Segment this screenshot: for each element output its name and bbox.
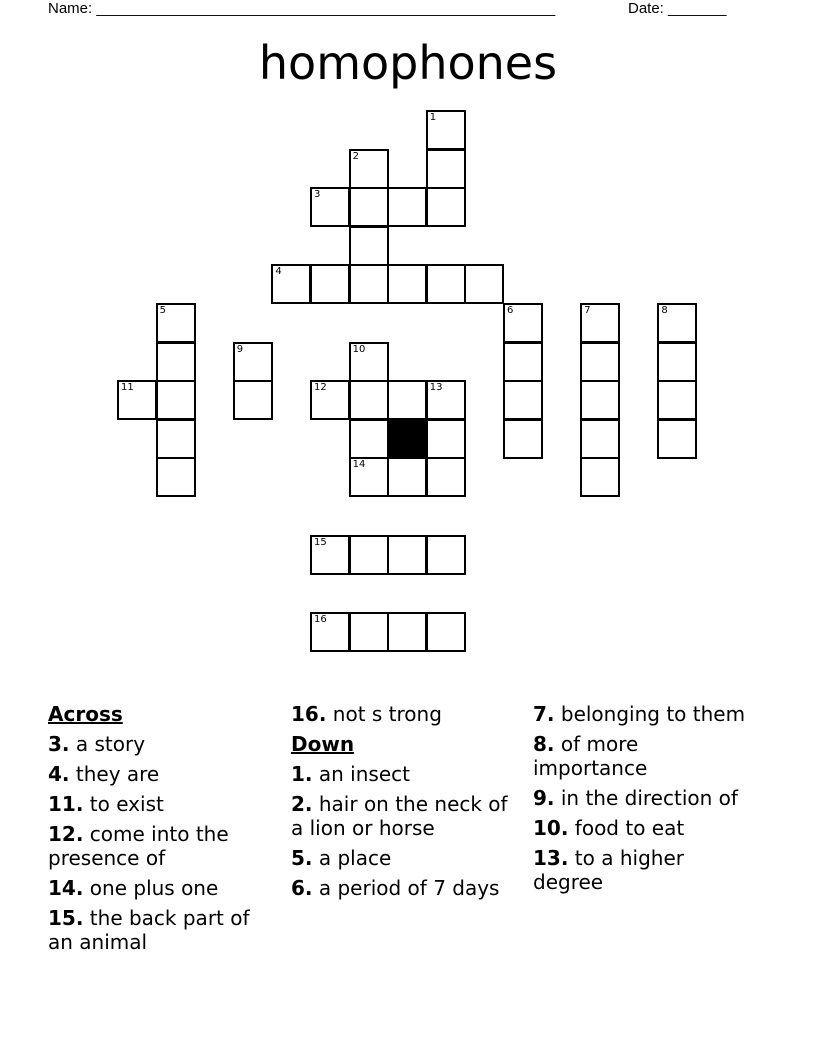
clue-number: 7 (584, 305, 591, 316)
clue-item-number: 9. (533, 786, 555, 810)
clue-number: 1 (429, 112, 437, 123)
clue-item-text: a period of 7 days (312, 876, 500, 900)
clue-item (48, 792, 278, 816)
grid-cell[interactable] (156, 303, 196, 343)
grid-cell[interactable] (310, 264, 350, 304)
across-heading: Across (48, 702, 123, 726)
grid-cell[interactable] (156, 457, 196, 497)
clue-item (291, 846, 521, 870)
grid-cell[interactable] (503, 303, 543, 343)
grid-cell[interactable] (657, 380, 697, 420)
grid-cell[interactable] (271, 264, 311, 304)
grid-cell[interactable] (233, 380, 273, 420)
clue-item (533, 846, 753, 894)
grid-cell[interactable] (426, 457, 466, 497)
down-heading: Down (291, 732, 355, 756)
clue-item-number: 15. (48, 906, 84, 930)
name-field-line: Name: _______________________________________________________ (48, 0, 556, 17)
clue-column-2 (291, 702, 521, 906)
grid-cell[interactable] (349, 419, 389, 459)
clue-item-text: to a higher degree (533, 846, 684, 894)
page-title: homophones (258, 36, 558, 90)
clue-item-number: 11. (48, 792, 84, 816)
grid-cell[interactable] (349, 612, 389, 652)
grid-cell[interactable] (426, 612, 466, 652)
grid-cell[interactable] (387, 264, 427, 304)
grid-cell[interactable] (349, 264, 389, 304)
clue-item-number: 5. (291, 846, 313, 870)
clue-item-text: of more importance (533, 732, 648, 780)
grid-cell[interactable] (387, 187, 427, 227)
grid-cell[interactable] (310, 380, 350, 420)
grid-cell[interactable] (387, 380, 427, 420)
clue-number: 3 (314, 189, 321, 201)
clue-number: 15 (314, 536, 327, 548)
grid-cell[interactable] (349, 226, 389, 266)
clue-number: 13 (429, 382, 443, 394)
grid-cell[interactable] (156, 342, 196, 382)
grid-cell[interactable] (503, 380, 543, 420)
grid-cell[interactable] (387, 457, 427, 497)
clue-item-number: 4. (48, 762, 70, 786)
grid-cell[interactable] (503, 342, 543, 382)
clue-item (48, 906, 278, 954)
clue-item-text: hair on the neck of a lion or horse (291, 792, 508, 840)
clue-item-text: they are (69, 762, 160, 786)
grid-cell[interactable] (349, 457, 389, 497)
clue-item (291, 702, 521, 726)
clue-item-text: belonging to them (554, 702, 746, 726)
clue-item (48, 876, 278, 900)
grid-cell[interactable] (349, 149, 389, 189)
clue-item-text: come into the presence of (48, 822, 229, 870)
clue-item-number: 12. (48, 822, 84, 846)
clue-number: 14 (352, 459, 366, 471)
grid-cell[interactable] (426, 419, 466, 459)
grid-cell[interactable] (426, 264, 466, 304)
date-field-line: Date: _______ (628, 0, 727, 17)
clue-item-text: to exist (83, 792, 164, 816)
clue-item-number: 13. (533, 846, 569, 870)
clue-item-number: 16. (291, 702, 327, 726)
grid-cell[interactable] (580, 380, 620, 420)
clue-item-number: 8. (533, 732, 555, 756)
grid-cell[interactable] (426, 187, 466, 227)
clue-item-text: the back part of an animal (48, 906, 250, 954)
grid-cell[interactable] (310, 187, 350, 227)
clue-number: 2 (352, 150, 359, 162)
grid-cell[interactable] (387, 535, 427, 575)
clue-number: 6 (507, 305, 514, 316)
clue-item (291, 792, 521, 840)
clue-item (48, 822, 278, 870)
grid-cell[interactable] (349, 380, 389, 420)
clue-item-number: 3. (48, 732, 70, 756)
clue-column-3 (533, 702, 753, 900)
clue-number: 10 (352, 343, 366, 355)
grid-cell[interactable] (233, 342, 273, 382)
grid-cell[interactable] (580, 419, 620, 459)
grid-cell[interactable] (426, 535, 466, 575)
clue-item-text: a place (312, 846, 392, 870)
grid-cell[interactable] (580, 342, 620, 382)
clue-item (48, 762, 278, 786)
clue-number: 16 (314, 613, 327, 625)
clue-number: 11 (121, 382, 134, 394)
clue-number: 5 (159, 305, 166, 316)
clue-item-number: 6. (291, 876, 313, 900)
clue-item (291, 762, 521, 786)
clue-item-number: 2. (291, 792, 313, 816)
clue-item-number: 10. (533, 816, 569, 840)
grid-cell[interactable] (310, 612, 350, 652)
grid-cell[interactable] (580, 457, 620, 497)
grid-cell[interactable] (657, 303, 697, 343)
clue-number: 4 (275, 266, 282, 278)
clue-item-number: 14. (48, 876, 84, 900)
grid-cell[interactable] (426, 380, 466, 420)
grid-cell[interactable] (657, 342, 697, 382)
clue-number: 8 (661, 305, 668, 316)
clue-item-text: one plus one (83, 876, 219, 900)
grid-cell[interactable] (349, 187, 389, 227)
clue-item (291, 876, 521, 900)
clue-item (48, 732, 278, 756)
clue-item (533, 786, 753, 810)
clue-item-text: an insect (312, 762, 410, 786)
grid-cell[interactable] (156, 419, 196, 459)
clue-item (533, 702, 753, 726)
grid-cell[interactable] (349, 342, 389, 382)
clue-item (533, 816, 753, 840)
clue-number: 9 (236, 343, 244, 355)
clue-item-text: food to eat (568, 816, 685, 840)
clue-item-text: in the direction of (554, 786, 738, 810)
grid-cell[interactable] (117, 380, 157, 420)
clue-item-number: 1. (291, 762, 313, 786)
clue-item-text: not s trong (326, 702, 442, 726)
grid-cell[interactable] (349, 535, 389, 575)
grid-cell[interactable] (503, 419, 543, 459)
grid-cell[interactable] (464, 264, 504, 304)
grid-cell[interactable] (580, 303, 620, 343)
clue-item-text: a story (69, 732, 146, 756)
grid-cell[interactable] (426, 149, 466, 189)
grid-cell[interactable] (657, 419, 697, 459)
grid-cell[interactable] (426, 110, 466, 150)
clue-item (533, 732, 753, 780)
clue-item-number: 7. (533, 702, 555, 726)
grid-cell[interactable] (387, 612, 427, 652)
grid-cell[interactable] (310, 535, 350, 575)
grid-block (387, 419, 427, 459)
grid-cell[interactable] (156, 380, 196, 420)
clue-column-1 (48, 702, 278, 960)
clue-number: 12 (314, 382, 327, 394)
